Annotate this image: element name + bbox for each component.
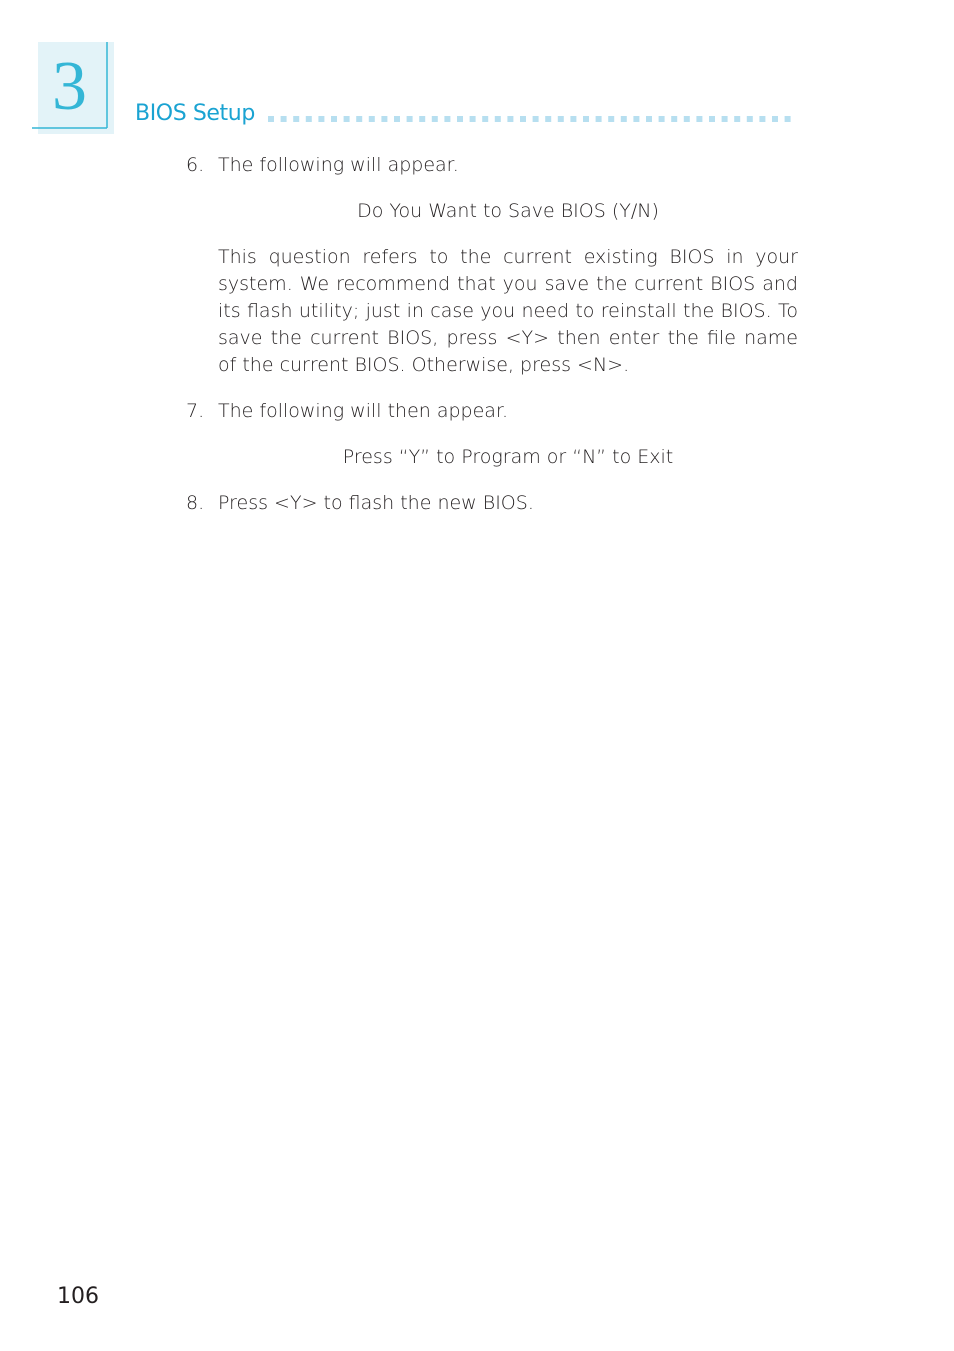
page-number: 106 (57, 1284, 99, 1309)
dot (356, 116, 362, 122)
dot (608, 116, 614, 122)
dot (747, 116, 753, 122)
dot (394, 116, 400, 122)
dot (671, 116, 677, 122)
dot (722, 116, 728, 122)
step-text: Press <Y> to flash the new BIOS. (218, 492, 534, 514)
dot (646, 116, 652, 122)
dot (281, 116, 287, 122)
header-dotted-rule (268, 115, 802, 123)
dot (709, 116, 715, 122)
dot (381, 116, 387, 122)
step-text: The following will appear. (218, 154, 459, 176)
section-title: BIOS Setup (135, 101, 255, 126)
dot (470, 116, 476, 122)
step-number: 7. (186, 400, 205, 422)
dot (583, 116, 589, 122)
dot (772, 116, 778, 122)
dot (495, 116, 501, 122)
dot (344, 116, 350, 122)
dot (633, 116, 639, 122)
dot (293, 116, 299, 122)
dot (369, 116, 375, 122)
dot (684, 116, 690, 122)
dot (407, 116, 413, 122)
dot (306, 116, 312, 122)
dot (482, 116, 488, 122)
chapter-number: 3 (52, 48, 87, 125)
list-item (186, 398, 798, 425)
step-number: 6. (186, 154, 205, 176)
dot (785, 116, 791, 122)
dot (331, 116, 337, 122)
dot (570, 116, 576, 122)
program-exit-prompt: Press “Y” to Program or “N” to Exit (342, 446, 674, 468)
dot (533, 116, 539, 122)
dot (268, 116, 274, 122)
page-content (186, 152, 798, 517)
list-item (186, 152, 798, 179)
dot (596, 116, 602, 122)
dot (659, 116, 665, 122)
dot (696, 116, 702, 122)
dot (457, 116, 463, 122)
dot (432, 116, 438, 122)
explanation-paragraph: This question refers to the current existing BIOS in your system. We recommend that you save the current BIOS and its flash utility; just in case you need to reinstall the BIOS. To save the current BIOS, press <Y> then enter the file name of the current BIOS. Otherwise, press <N>. (218, 246, 798, 376)
dot (520, 116, 526, 122)
dot (734, 116, 740, 122)
dot (621, 116, 627, 122)
list-item (186, 490, 798, 517)
dot (558, 116, 564, 122)
dot (419, 116, 425, 122)
save-bios-prompt: Do You Want to Save BIOS (Y/N) (357, 200, 659, 222)
dot (545, 116, 551, 122)
dot (318, 116, 324, 122)
step-number: 8. (186, 492, 205, 514)
step-text: The following will then appear. (218, 400, 509, 422)
dot (444, 116, 450, 122)
dot (507, 116, 513, 122)
dot (759, 116, 765, 122)
